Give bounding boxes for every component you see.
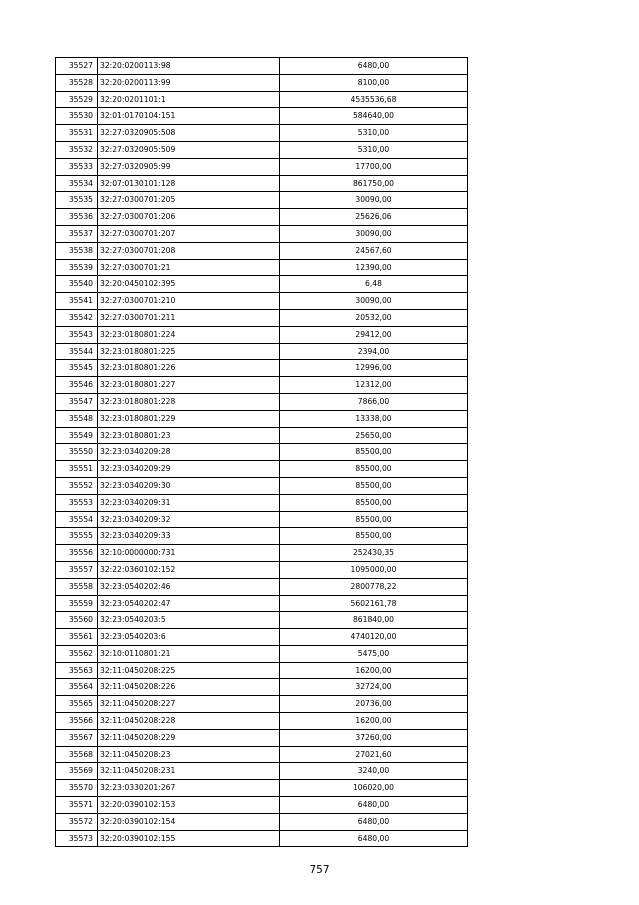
cadastral-number-cell: 32:20:0450102:395 — [98, 276, 280, 293]
row-number-cell: 35562 — [56, 645, 98, 662]
table-row — [56, 561, 468, 578]
cadastral-number-cell: 32:23:0340209:30 — [98, 477, 280, 494]
cadastral-number-cell: 32:23:0330201:267 — [98, 780, 280, 797]
cadastral-number-cell: 32:27:0300701:206 — [98, 209, 280, 226]
table-row — [56, 477, 468, 494]
row-number-cell: 35529 — [56, 91, 98, 108]
value-cell: 30090,00 — [280, 293, 468, 310]
row-number-cell: 35527 — [56, 58, 98, 75]
table-row — [56, 377, 468, 394]
row-number-cell: 35542 — [56, 309, 98, 326]
row-number-cell: 35537 — [56, 225, 98, 242]
table-row — [56, 696, 468, 713]
row-number-cell: 35555 — [56, 528, 98, 545]
cadastral-number-cell: 32:23:0180801:225 — [98, 343, 280, 360]
value-cell: 861840,00 — [280, 612, 468, 629]
cadastral-number-cell: 32:10:0000000:731 — [98, 545, 280, 562]
row-number-cell: 35569 — [56, 763, 98, 780]
row-number-cell: 35544 — [56, 343, 98, 360]
row-number-cell: 35543 — [56, 326, 98, 343]
value-cell: 85500,00 — [280, 511, 468, 528]
table-row — [56, 427, 468, 444]
table-row — [56, 578, 468, 595]
value-cell: 8100,00 — [280, 74, 468, 91]
value-cell: 27021,60 — [280, 746, 468, 763]
table-row — [56, 528, 468, 545]
table-row — [56, 259, 468, 276]
table-row — [56, 74, 468, 91]
table-row — [56, 192, 468, 209]
row-number-cell: 35557 — [56, 561, 98, 578]
table-row — [56, 175, 468, 192]
table-row — [56, 141, 468, 158]
row-number-cell: 35565 — [56, 696, 98, 713]
table-row — [56, 595, 468, 612]
value-cell: 4535536,68 — [280, 91, 468, 108]
value-cell: 6480,00 — [280, 830, 468, 847]
cadastral-number-cell: 32:23:0180801:23 — [98, 427, 280, 444]
table-row — [56, 545, 468, 562]
value-cell: 12312,00 — [280, 377, 468, 394]
row-number-cell: 35547 — [56, 393, 98, 410]
row-number-cell: 35535 — [56, 192, 98, 209]
row-number-cell: 35531 — [56, 125, 98, 142]
row-number-cell: 35550 — [56, 444, 98, 461]
table-row — [56, 360, 468, 377]
value-cell: 85500,00 — [280, 444, 468, 461]
row-number-cell: 35567 — [56, 729, 98, 746]
row-number-cell: 35548 — [56, 410, 98, 427]
cadastral-number-cell: 32:27:0300701:207 — [98, 225, 280, 242]
value-cell: 85500,00 — [280, 461, 468, 478]
row-number-cell: 35534 — [56, 175, 98, 192]
cadastral-number-cell: 32:20:0200113:99 — [98, 74, 280, 91]
cadastral-number-cell: 32:23:0340209:33 — [98, 528, 280, 545]
row-number-cell: 35545 — [56, 360, 98, 377]
row-number-cell: 35554 — [56, 511, 98, 528]
table-row — [56, 225, 468, 242]
cadastral-number-cell: 32:23:0180801:224 — [98, 326, 280, 343]
row-number-cell: 35559 — [56, 595, 98, 612]
cadastral-number-cell: 32:23:0540202:47 — [98, 595, 280, 612]
cadastral-number-cell: 32:20:0390102:154 — [98, 813, 280, 830]
cadastral-number-cell: 32:11:0450208:225 — [98, 662, 280, 679]
row-number-cell: 35541 — [56, 293, 98, 310]
value-cell: 6480,00 — [280, 813, 468, 830]
value-cell: 17700,00 — [280, 158, 468, 175]
value-cell: 32724,00 — [280, 679, 468, 696]
value-cell: 106020,00 — [280, 780, 468, 797]
cadastral-number-cell: 32:27:0300701:21 — [98, 259, 280, 276]
row-number-cell: 35570 — [56, 780, 98, 797]
cadastral-number-cell: 32:27:0300701:210 — [98, 293, 280, 310]
row-number-cell: 35533 — [56, 158, 98, 175]
value-cell: 85500,00 — [280, 528, 468, 545]
table-row — [56, 343, 468, 360]
cadastral-number-cell: 32:11:0450208:23 — [98, 746, 280, 763]
table-row — [56, 125, 468, 142]
table-row — [56, 679, 468, 696]
cadastral-number-cell: 32:11:0450208:229 — [98, 729, 280, 746]
table-row — [56, 494, 468, 511]
cadastral-number-cell: 32:22:0360102:152 — [98, 561, 280, 578]
table-row — [56, 645, 468, 662]
row-number-cell: 35560 — [56, 612, 98, 629]
table-body — [56, 58, 468, 847]
cadastral-number-cell: 32:23:0540203:6 — [98, 629, 280, 646]
cadastral-number-cell: 32:23:0540203:5 — [98, 612, 280, 629]
cadastral-number-cell: 32:23:0180801:229 — [98, 410, 280, 427]
value-cell: 16200,00 — [280, 713, 468, 730]
value-cell: 12996,00 — [280, 360, 468, 377]
row-number-cell: 35546 — [56, 377, 98, 394]
table-row — [56, 209, 468, 226]
table-row — [56, 713, 468, 730]
table-row — [56, 309, 468, 326]
cadastral-number-cell: 32:11:0450208:231 — [98, 763, 280, 780]
table-row — [56, 326, 468, 343]
value-cell: 30090,00 — [280, 225, 468, 242]
cadastral-number-cell: 32:11:0450208:227 — [98, 696, 280, 713]
row-number-cell: 35551 — [56, 461, 98, 478]
value-cell: 20736,00 — [280, 696, 468, 713]
value-cell: 6,48 — [280, 276, 468, 293]
table-row — [56, 763, 468, 780]
row-number-cell: 35568 — [56, 746, 98, 763]
table-row — [56, 612, 468, 629]
table-row — [56, 108, 468, 125]
table-row — [56, 410, 468, 427]
value-cell: 5475,00 — [280, 645, 468, 662]
table-row — [56, 158, 468, 175]
value-cell: 37260,00 — [280, 729, 468, 746]
table-row — [56, 797, 468, 814]
cadastral-number-cell: 32:01:0170104:151 — [98, 108, 280, 125]
table-row — [56, 461, 468, 478]
value-cell: 25650,00 — [280, 427, 468, 444]
table-row — [56, 830, 468, 847]
row-number-cell: 35530 — [56, 108, 98, 125]
row-number-cell: 35573 — [56, 830, 98, 847]
cadastral-number-cell: 32:10:0110801:21 — [98, 645, 280, 662]
row-number-cell: 35566 — [56, 713, 98, 730]
value-cell: 12390,00 — [280, 259, 468, 276]
table-row — [56, 629, 468, 646]
table-row — [56, 729, 468, 746]
cadastral-number-cell: 32:27:0320905:509 — [98, 141, 280, 158]
table-row — [56, 780, 468, 797]
cadastral-number-cell: 32:20:0390102:153 — [98, 797, 280, 814]
cadastral-number-cell: 32:11:0450208:226 — [98, 679, 280, 696]
table-row — [56, 58, 468, 75]
value-cell: 1095000,00 — [280, 561, 468, 578]
table-row — [56, 242, 468, 259]
row-number-cell: 35552 — [56, 477, 98, 494]
cadastral-number-cell: 32:23:0540202:46 — [98, 578, 280, 595]
value-cell: 7866,00 — [280, 393, 468, 410]
cadastral-number-cell: 32:20:0390102:155 — [98, 830, 280, 847]
value-cell: 2800778,22 — [280, 578, 468, 595]
row-number-cell: 35553 — [56, 494, 98, 511]
row-number-cell: 35540 — [56, 276, 98, 293]
row-number-cell: 35563 — [56, 662, 98, 679]
cadastral-number-cell: 32:20:0200113:98 — [98, 58, 280, 75]
cadastral-number-cell: 32:27:0320905:99 — [98, 158, 280, 175]
value-cell: 85500,00 — [280, 494, 468, 511]
data-table — [55, 57, 468, 847]
table-row — [56, 746, 468, 763]
value-cell: 30090,00 — [280, 192, 468, 209]
cadastral-number-cell: 32:23:0180801:228 — [98, 393, 280, 410]
row-number-cell: 35572 — [56, 813, 98, 830]
row-number-cell: 35561 — [56, 629, 98, 646]
row-number-cell: 35532 — [56, 141, 98, 158]
value-cell: 16200,00 — [280, 662, 468, 679]
cadastral-number-cell: 32:27:0300701:211 — [98, 309, 280, 326]
cadastral-number-cell: 32:11:0450208:228 — [98, 713, 280, 730]
value-cell: 24567,60 — [280, 242, 468, 259]
cadastral-number-cell: 32:23:0340209:31 — [98, 494, 280, 511]
table-row — [56, 662, 468, 679]
row-number-cell: 35536 — [56, 209, 98, 226]
value-cell: 5602161,78 — [280, 595, 468, 612]
value-cell: 6480,00 — [280, 797, 468, 814]
row-number-cell: 35564 — [56, 679, 98, 696]
row-number-cell: 35549 — [56, 427, 98, 444]
value-cell: 25626,06 — [280, 209, 468, 226]
cadastral-number-cell: 32:23:0180801:226 — [98, 360, 280, 377]
row-number-cell: 35571 — [56, 797, 98, 814]
value-cell: 5310,00 — [280, 125, 468, 142]
value-cell: 29412,00 — [280, 326, 468, 343]
value-cell: 85500,00 — [280, 477, 468, 494]
value-cell: 861750,00 — [280, 175, 468, 192]
cadastral-number-cell: 32:23:0340209:29 — [98, 461, 280, 478]
cadastral-number-cell: 32:07:0130101:128 — [98, 175, 280, 192]
cadastral-number-cell: 32:23:0340209:32 — [98, 511, 280, 528]
row-number-cell: 35558 — [56, 578, 98, 595]
table-row — [56, 293, 468, 310]
cadastral-number-cell: 32:27:0320905:508 — [98, 125, 280, 142]
table-row — [56, 813, 468, 830]
value-cell: 20532,00 — [280, 309, 468, 326]
cadastral-number-cell: 32:27:0300701:208 — [98, 242, 280, 259]
cadastral-number-cell: 32:23:0180801:227 — [98, 377, 280, 394]
value-cell: 3240,00 — [280, 763, 468, 780]
value-cell: 584640,00 — [280, 108, 468, 125]
table-row — [56, 511, 468, 528]
value-cell: 5310,00 — [280, 141, 468, 158]
table-row — [56, 276, 468, 293]
row-number-cell: 35539 — [56, 259, 98, 276]
table-row — [56, 444, 468, 461]
row-number-cell: 35556 — [56, 545, 98, 562]
value-cell: 252430,35 — [280, 545, 468, 562]
cadastral-number-cell: 32:27:0300701:205 — [98, 192, 280, 209]
value-cell: 2394,00 — [280, 343, 468, 360]
cadastral-number-cell: 32:20:0201101:1 — [98, 91, 280, 108]
value-cell: 6480,00 — [280, 58, 468, 75]
page-number: 757 — [309, 864, 330, 876]
table-row — [56, 91, 468, 108]
cadastral-number-cell: 32:23:0340209:28 — [98, 444, 280, 461]
value-cell: 4740120,00 — [280, 629, 468, 646]
value-cell: 13338,00 — [280, 410, 468, 427]
row-number-cell: 35538 — [56, 242, 98, 259]
table-row — [56, 393, 468, 410]
row-number-cell: 35528 — [56, 74, 98, 91]
